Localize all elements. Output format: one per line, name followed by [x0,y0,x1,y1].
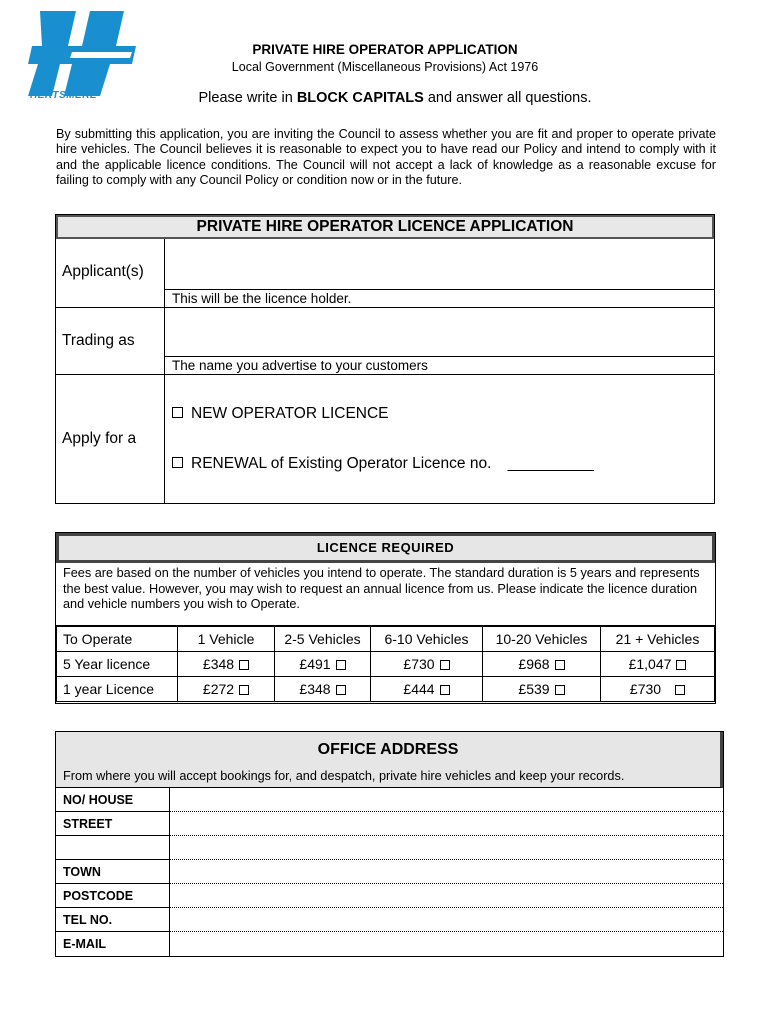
fee-cell[interactable]: £491 [275,651,371,676]
renewal-checkbox[interactable] [172,457,183,468]
town-label: TOWN [63,865,101,879]
hertsmere-logo [28,8,136,103]
column-header: To Operate [57,626,178,651]
applicant-input[interactable] [165,239,714,289]
page-title: PRIVATE HIRE OPERATOR APPLICATION [252,42,518,57]
street-label: STREET [63,817,113,831]
office-address-section [55,731,724,957]
house-label: NO/ HOUSE [63,793,134,807]
street-field-2[interactable] [169,859,723,860]
section-heading: PRIVATE HIRE OPERATOR LICENCE APPLICATION [56,215,714,239]
fee-cell[interactable]: £444 [371,676,483,701]
table-header-row [57,626,715,651]
column-header: 2-5 Vehicles [275,626,371,651]
column-header: 10-20 Vehicles [483,626,601,651]
trading-hint: The name you advertise to your customers [172,358,428,373]
column-header: 6-10 Vehicles [371,626,483,651]
fee-checkbox [336,685,346,695]
town-field[interactable] [169,883,723,884]
fee-cell[interactable]: £730 [371,651,483,676]
row-label: 1 year Licence [57,676,178,701]
fee-checkbox [440,685,450,695]
new-licence-checkbox[interactable] [172,407,183,418]
logo-wordmark: HERTSMERE [30,90,98,101]
table-row [57,651,715,676]
fee-cell[interactable]: £1,047 [601,651,715,676]
licence-required-section [55,532,716,704]
table-row [57,676,715,701]
fee-cell[interactable]: £730 [601,676,715,701]
intro-paragraph: By submitting this application, you are inviting the Council to assess whether you are fit and proper to operate private hire vehicles. The Council believes it is reasonable to expect you to have read our Policy and intend to comply with it and the applicable licence conditions. The Council will not accept a lack of knowledge as a reasonable excuse for failing to comply with any Council Policy or condition now or in the future. [56,127,716,188]
applicant-hint: This will be the licence holder. [172,291,352,306]
fee-cell[interactable]: £539 [483,676,601,701]
instruction-line: Please write in BLOCK CAPITALS and answer all questions. [198,90,592,106]
applicant-label: Applicant(s) [62,263,144,280]
fee-checkbox [675,685,685,695]
licence-application-section [55,214,715,504]
apply-label: Apply for a [62,430,137,447]
email-field[interactable] [170,932,723,956]
trading-label: Trading as [62,332,135,349]
fees-table [56,625,715,702]
row-label: 5 Year licence [57,651,178,676]
email-label: E-MAIL [63,937,107,951]
fee-cell[interactable]: £272 [178,676,275,701]
renewal-number-field[interactable]: __________ [507,455,594,472]
fees-description: Fees are based on the number of vehicles you intend to operate. The standard duration is 5 years and represents the best value. However, you may wish to request an annual licence from us. Please indicate the licence duration and vehicle numbers you wish to Operate. [63,566,700,611]
fee-cell[interactable]: £968 [483,651,601,676]
postcode-field[interactable] [169,907,723,908]
street-field[interactable] [169,835,723,836]
fee-checkbox [440,660,450,670]
page-subtitle: Local Government (Miscellaneous Provisions) Act 1976 [231,60,539,74]
column-header: 21 + Vehicles [601,626,715,651]
fee-checkbox [239,685,249,695]
fee-checkbox [555,660,565,670]
fee-checkbox [555,685,565,695]
fee-checkbox [676,660,686,670]
address-description: From where you will accept bookings for, and despatch, private hire vehicles and keep your records. [63,769,625,783]
postcode-label: POSTCODE [63,889,134,903]
new-licence-option[interactable]: NEW OPERATOR LICENCE [172,405,389,423]
section-heading: LICENCE REQUIRED [56,533,715,563]
fee-cell[interactable]: £348 [178,651,275,676]
section-heading: OFFICE ADDRESS [317,741,459,758]
column-header: 1 Vehicle [178,626,275,651]
fee-cell[interactable]: £348 [275,676,371,701]
trading-input[interactable] [165,308,714,356]
renewal-option[interactable]: RENEWAL of Existing Operator Licence no. __________ [172,455,594,473]
tel-label: TEL NO. [63,913,113,927]
fee-checkbox [239,660,249,670]
fee-checkbox [336,660,346,670]
house-field[interactable] [169,811,723,812]
